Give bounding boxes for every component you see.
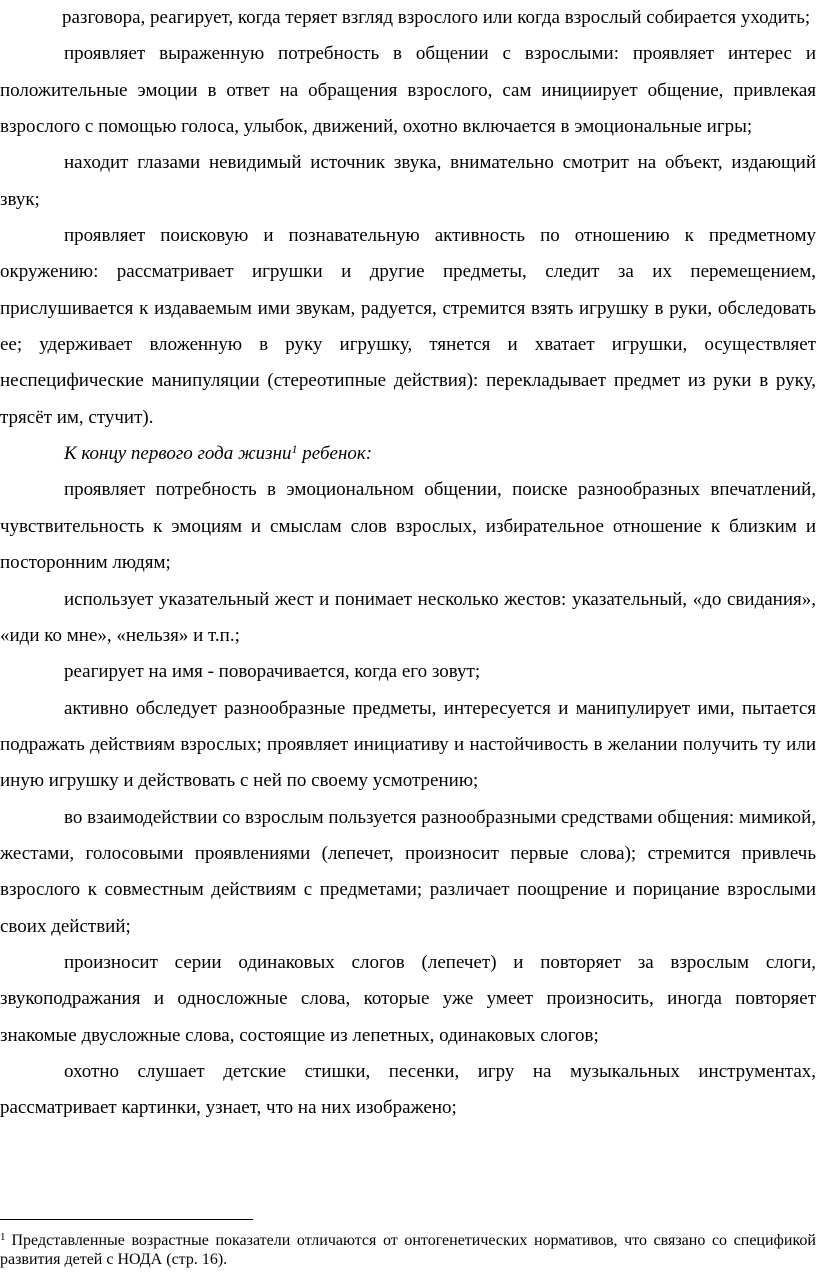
footnote-mark: 1: [0, 1231, 6, 1243]
heading-text: К концу первого года жизни: [64, 443, 292, 465]
paragraph-10: произносит серии одинаковых слогов (лепечет) и повторяет за взрослым слоги, звукоподражания и односложные слова, которые уже умеет произносить, иногда повторяет знакомые двусложные слова, состоящие из лепетных, одинаковых слогов;: [0, 951, 816, 1046]
paragraph-7: реагирует на имя - поворачивается, когда его зовут;: [64, 661, 481, 683]
paragraph-11: охотно слушает детские стишки, песенки, игру на музыкальных инструментах, рассматривает картинки, узнает, что на них изображено;: [0, 1060, 816, 1119]
paragraph-9: во взаимодействии со взрослым пользуется разнообразными средствами общения: мимикой, жестами, голосовыми проявлениями (лепечет, произносит первые слова); стремится привлечь взрослого к совместным действиям с предметами; различает поощрение и порицание взрослыми своих действий;: [0, 806, 816, 937]
footnote-text: Представленные возрастные показатели отличаются от онтогенетических нормативов, что связано со спецификой развития детей с НОДА (стр. 16).: [0, 1232, 816, 1268]
paragraph-1: разговора, реагирует, когда теряет взгляд взрослого или когда взрослый собирается уходить;: [62, 7, 811, 28]
paragraph-4: проявляет поисковую и познавательную активность по отношению к предметному окружению: рассматривает игрушки и другие предметы, следит за их перемещением, прислушивается к издаваемым ими звукам, радуется, стремится взять игрушку в руки, обследовать ее; удерживает вложенную в руку игрушку, тянется и хватает игрушки, осуществляет неспецифические манипуляции (стереотипные действия): перекладывает предмет из руки в руку, трясёт им, стучит).: [0, 225, 816, 428]
paragraph-8: активно обследует разнообразные предметы, интересуется и манипулирует ими, пытается подражать действиям взрослых; проявляет инициативу и настойчивость в желании получить ту или иную игрушку и действовать с ней по своему усмотрению;: [0, 697, 816, 792]
footnote-divider: [0, 1219, 253, 1220]
footnote-paragraph: [0, 1231, 816, 1269]
footnote: [0, 1231, 816, 1269]
paragraph-2: проявляет выраженную потребность в общении с взрослыми: проявляет интерес и положительные эмоции в ответ на обращения взрослого, сам инициирует общение, привлекая взрослого с помощью голоса, улыбок, движений, охотно включается в эмоциональные игры;: [0, 43, 816, 138]
heading-footnote-mark: 1: [291, 442, 298, 457]
paragraph-5: проявляет потребность в эмоциональном общении, поиске разнообразных впечатлений, чувствительность к эмоциям и смыслам слов взрослых, избирательное отношение к близким и посторонним людям;: [0, 479, 816, 574]
section-heading: [0, 436, 816, 472]
paragraph-3: находит глазами невидимый источник звука, внимательно смотрит на объект, издающий звук;: [0, 152, 816, 210]
heading-text-tail: ребенок:: [297, 443, 373, 465]
paragraph-6: использует указательный жест и понимает несколько жестов: указательный, «до свидания», «иди ко мне», «нельзя» и т.п.;: [0, 588, 816, 646]
